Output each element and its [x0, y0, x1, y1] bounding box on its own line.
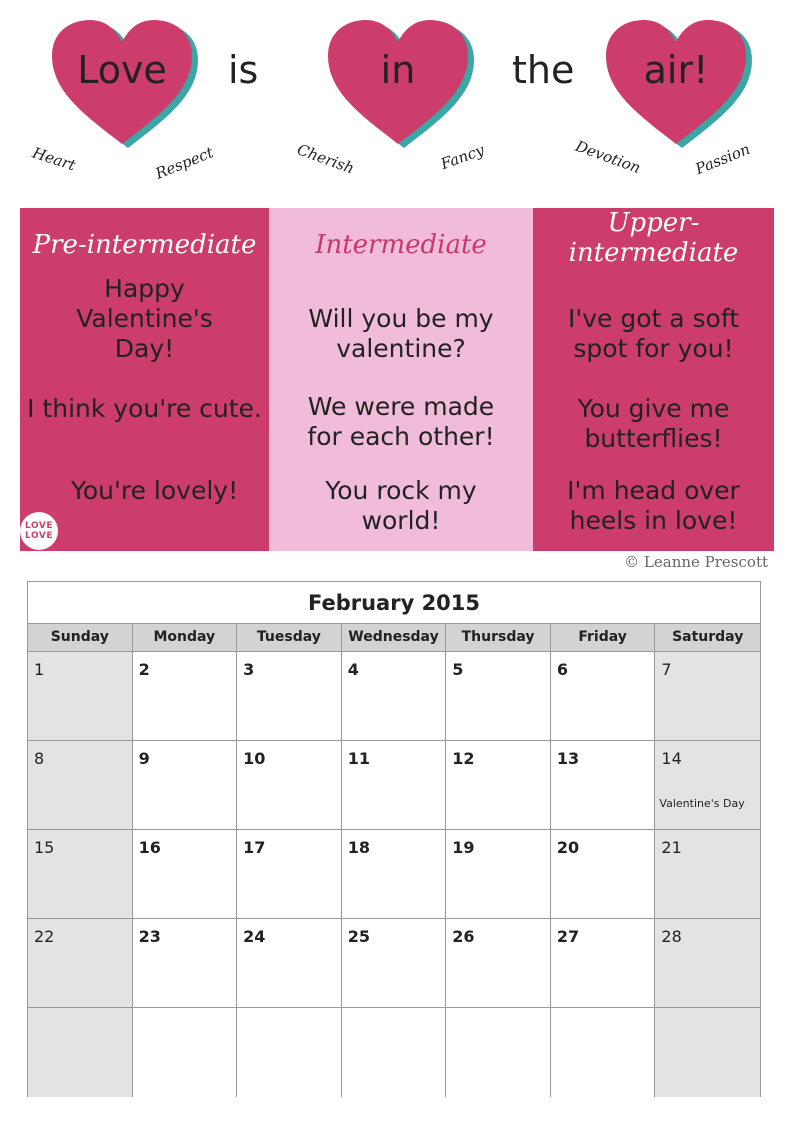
badge-line: LOVE [25, 531, 53, 541]
heart-word: in [380, 48, 416, 92]
calendar-day-cell[interactable] [342, 741, 447, 830]
day-number: 19 [452, 838, 475, 857]
day-number: 6 [556, 660, 568, 679]
calendar-day-cell[interactable] [28, 919, 133, 1008]
day-number: 14 [661, 749, 682, 768]
day-number: 23 [138, 927, 161, 946]
badge-line: LOVE [25, 521, 53, 531]
calendar-day-cell[interactable] [446, 741, 551, 830]
small-word-passion: Passion [692, 139, 753, 179]
small-word-respect: Respect [152, 143, 216, 183]
column-title: Upper-intermediate [568, 208, 739, 268]
heart-air [606, 20, 756, 150]
calendar-day-cell-empty[interactable] [551, 1008, 656, 1097]
love-love-logo [20, 512, 58, 550]
calendar-day-cell-valentines[interactable] [655, 741, 760, 830]
calendar-day-cell[interactable] [655, 919, 760, 1008]
calendar-day-cell[interactable] [551, 830, 656, 919]
day-number: 7 [661, 660, 672, 679]
calendar-day-cell[interactable] [28, 652, 133, 741]
day-number: 8 [34, 749, 45, 768]
phrase: I'm head over heels in love! [567, 476, 740, 535]
calendar-day-cell[interactable] [133, 741, 238, 830]
day-number: 11 [347, 749, 370, 768]
column-pre-intermediate [20, 208, 269, 551]
calendar-day-cell[interactable] [446, 652, 551, 741]
day-of-week-header: Sunday [28, 624, 133, 652]
calendar-day-cell[interactable] [28, 741, 133, 830]
day-of-week-header: Wednesday [342, 624, 447, 652]
calendar-title: February 2015 [28, 582, 760, 624]
calendar-header-row [28, 624, 760, 652]
day-number: 28 [661, 927, 682, 946]
calendar-day-cell[interactable] [342, 830, 447, 919]
calendar-day-cell[interactable] [237, 830, 342, 919]
calendar-day-cell[interactable] [655, 652, 760, 741]
calendar-day-cell-empty[interactable] [342, 1008, 447, 1097]
day-number: 13 [556, 749, 580, 768]
calendar-day-cell[interactable] [133, 919, 238, 1008]
calendar [27, 581, 761, 1097]
small-word-heart: Heart [30, 143, 78, 175]
phrase: Happy Valentine's Day! [76, 274, 213, 363]
day-number: 17 [243, 838, 266, 857]
phrase: You give me butterflies! [577, 394, 730, 453]
calendar-day-cell-empty[interactable] [237, 1008, 342, 1097]
day-of-week-header: Monday [133, 624, 238, 652]
phrases-panel [20, 208, 774, 551]
calendar-day-cell[interactable] [551, 741, 656, 830]
day-number: 21 [661, 838, 682, 857]
column-title: Intermediate [315, 230, 487, 260]
day-number: 27 [556, 927, 580, 946]
word-is: is [228, 48, 259, 92]
phrase: I've got a soft spot for you! [567, 304, 740, 363]
calendar-day-cell-empty[interactable] [446, 1008, 551, 1097]
heart-in [328, 20, 478, 150]
day-number: 1 [34, 660, 45, 679]
small-word-cherish: Cherish [294, 140, 357, 178]
calendar-day-cell[interactable] [237, 919, 342, 1008]
day-number: 15 [34, 838, 55, 857]
day-number: 24 [243, 927, 266, 946]
day-number: 2 [138, 660, 150, 679]
day-number: 9 [138, 749, 150, 768]
heart-word: air! [643, 48, 709, 92]
calendar-day-cell-empty[interactable] [133, 1008, 238, 1097]
calendar-day-cell[interactable] [237, 652, 342, 741]
calendar-day-cell[interactable] [446, 919, 551, 1008]
day-number: 26 [452, 927, 475, 946]
column-intermediate [269, 208, 533, 551]
day-of-week-header: Friday [551, 624, 656, 652]
column-title: Pre-intermediate [32, 230, 257, 260]
day-of-week-header: Tuesday [237, 624, 342, 652]
day-number: 20 [556, 838, 580, 857]
calendar-day-cell[interactable] [551, 919, 656, 1008]
phrase: Will you be my valentine? [308, 304, 494, 363]
column-upper-intermediate [533, 208, 774, 551]
calendar-grid [28, 652, 760, 1097]
calendar-day-cell[interactable] [551, 652, 656, 741]
day-number: 18 [347, 838, 370, 857]
calendar-day-cell[interactable] [342, 652, 447, 741]
day-number: 25 [347, 927, 370, 946]
phrase: You rock my world! [325, 476, 477, 535]
heart-love [52, 20, 202, 150]
calendar-day-cell-empty[interactable] [655, 1008, 760, 1097]
copyright: © Leanne Prescott [624, 553, 768, 571]
calendar-day-cell[interactable] [28, 830, 133, 919]
day-number: 12 [452, 749, 475, 768]
holiday-note: Valentine's Day [659, 797, 745, 810]
small-word-devotion: Devotion [572, 136, 643, 178]
calendar-day-cell-empty[interactable] [28, 1008, 133, 1097]
day-of-week-header: Thursday [446, 624, 551, 652]
calendar-day-cell[interactable] [237, 741, 342, 830]
day-number: 4 [347, 660, 359, 679]
calendar-day-cell[interactable] [133, 830, 238, 919]
calendar-day-cell[interactable] [446, 830, 551, 919]
heart-word: Love [77, 48, 167, 92]
day-of-week-header: Saturday [655, 624, 760, 652]
day-number: 10 [243, 749, 266, 768]
day-number: 22 [34, 927, 55, 946]
header [0, 0, 794, 200]
calendar-day-cell[interactable] [133, 652, 238, 741]
day-number: 5 [452, 660, 464, 679]
phrase: You're lovely! [70, 476, 239, 505]
phrase: We were made for each other! [307, 392, 495, 451]
small-word-fancy: Fancy [438, 140, 487, 174]
day-number: 16 [138, 838, 161, 857]
calendar-day-cell[interactable] [342, 919, 447, 1008]
word-the: the [512, 48, 575, 92]
day-number: 3 [243, 660, 255, 679]
phrase: I think you're cute. [27, 394, 262, 423]
calendar-day-cell[interactable] [655, 830, 760, 919]
